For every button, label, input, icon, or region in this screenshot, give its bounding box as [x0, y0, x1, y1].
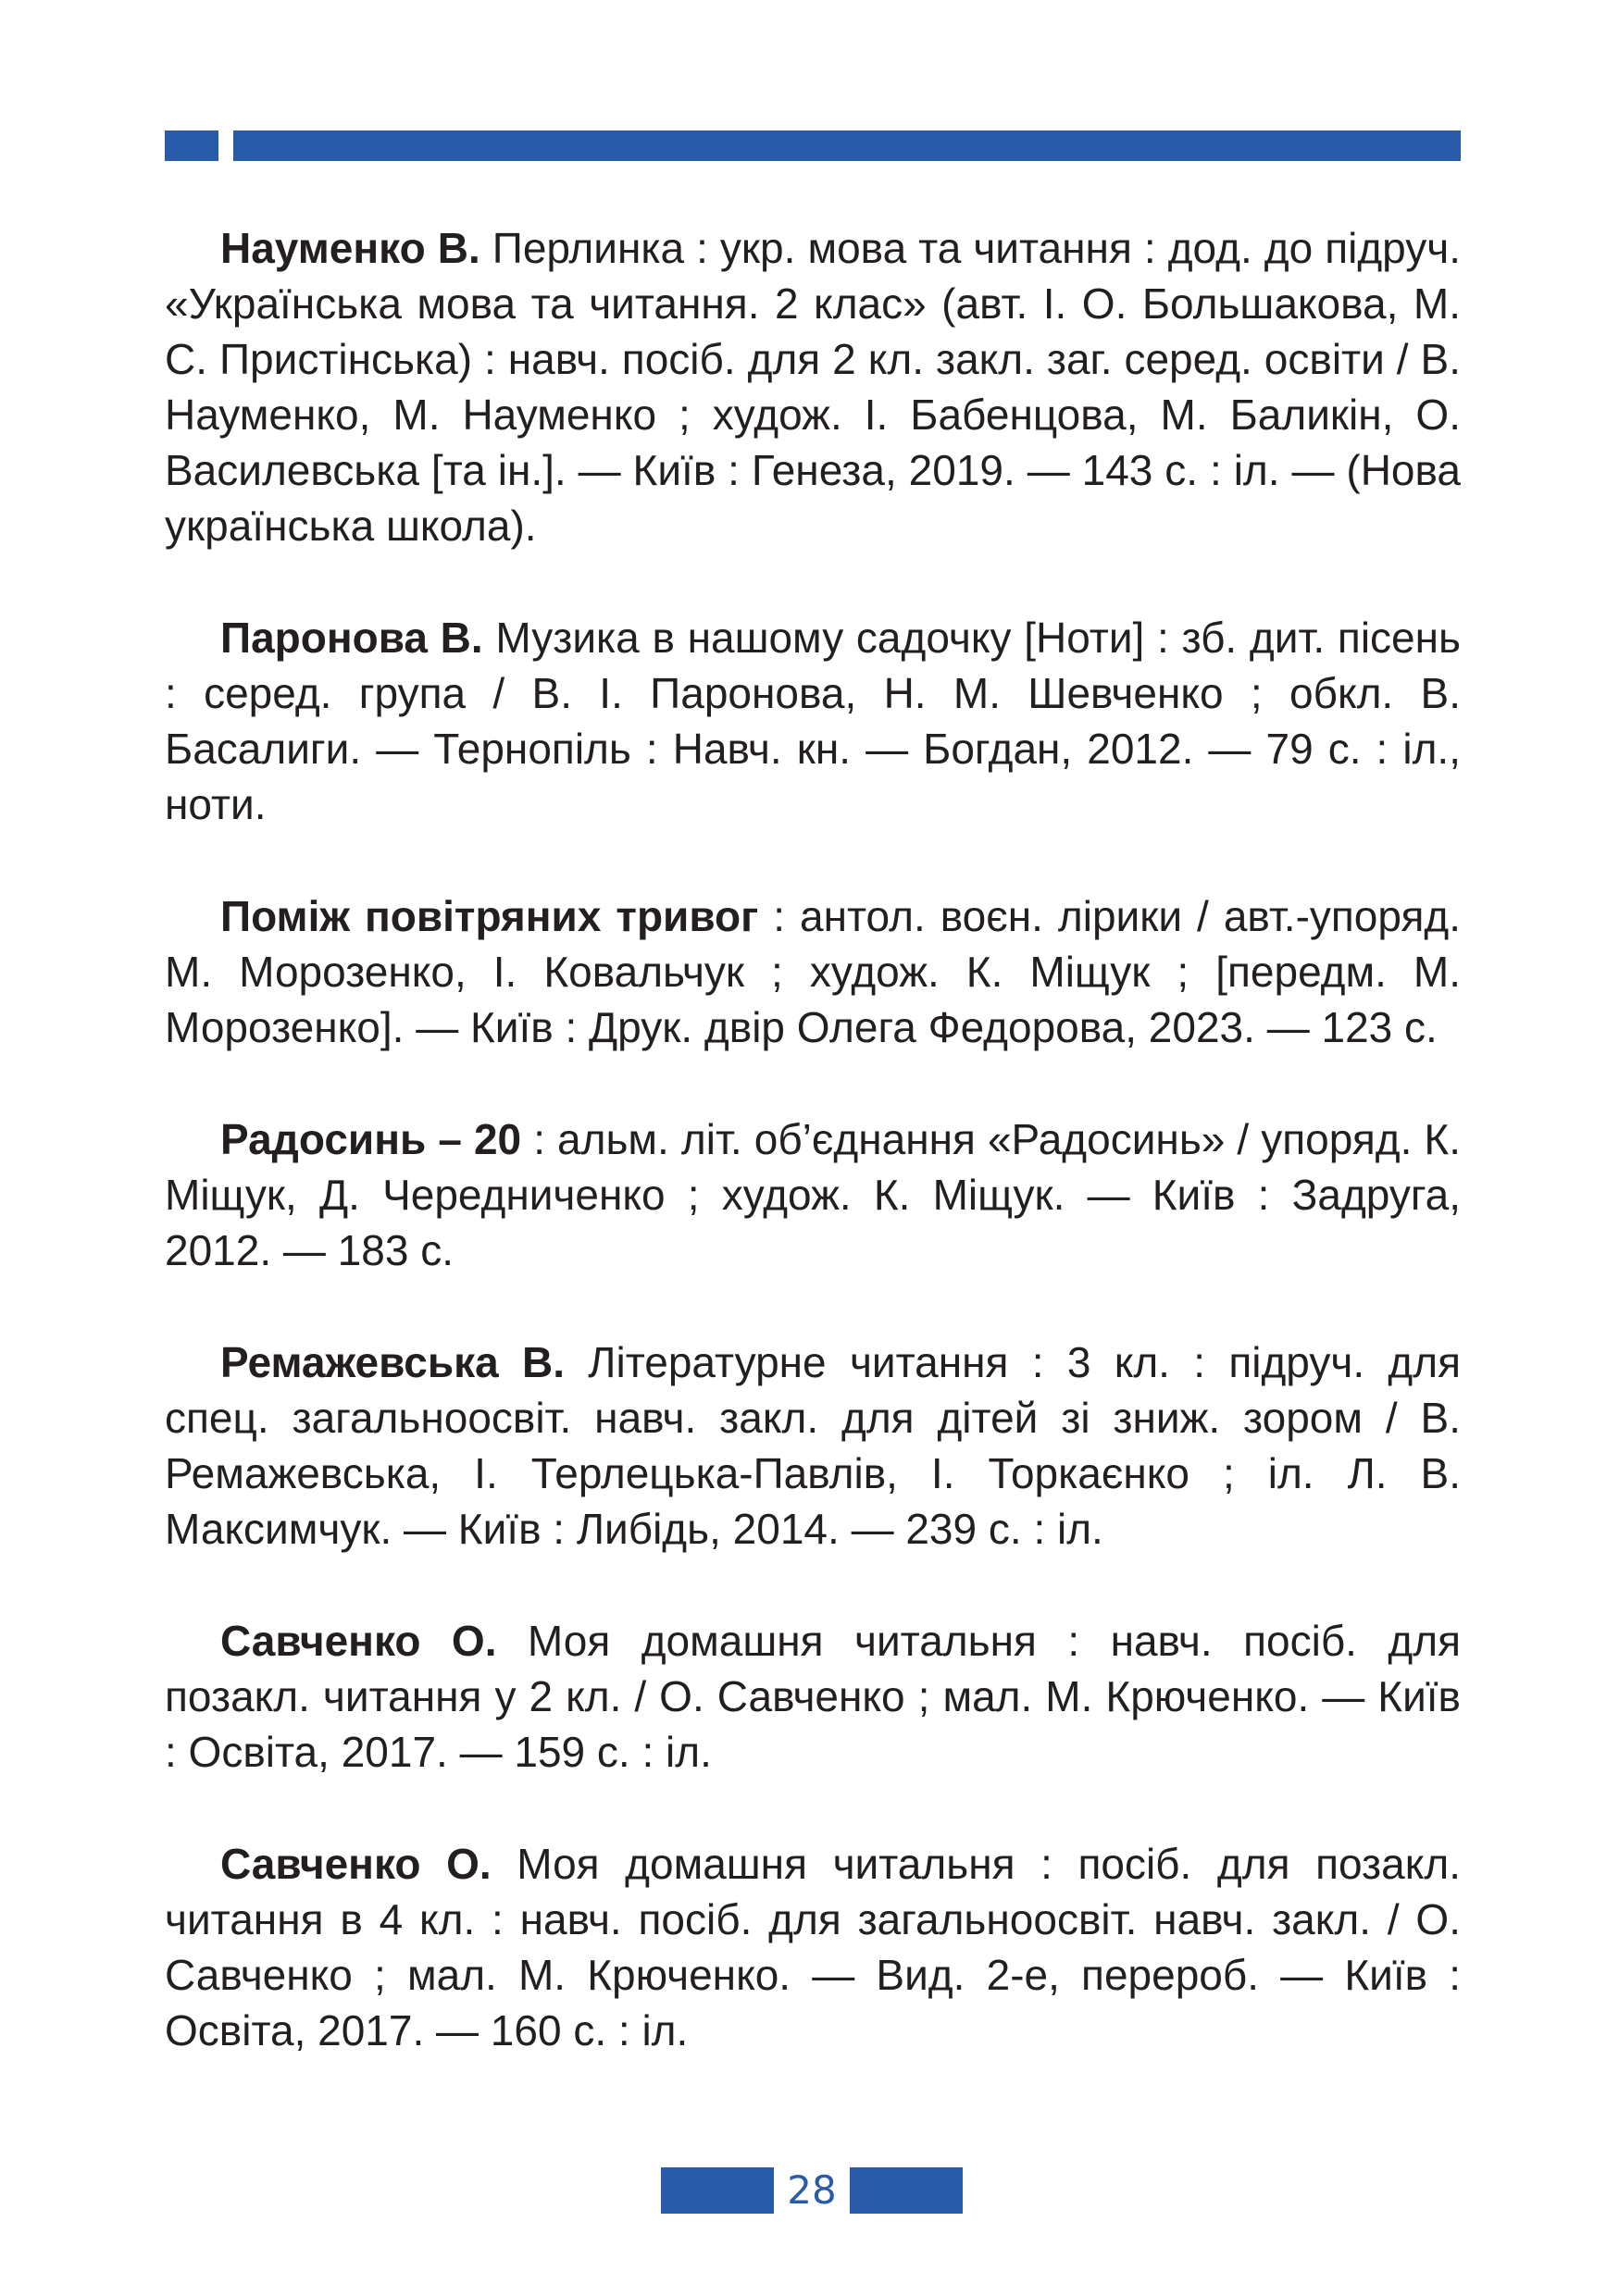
entry-text: Моя домашня читальня : посіб. для позакл. читання в 4 кл. : навч. посіб. для загальноосвіт. навч. закл. / О. Савченко ; мал. М. Крюченко. — Вид. 2-е, перероб. — Київ : Освіта, 2017. — 160 с. : іл.: [165, 1840, 1461, 2054]
page-footer: [661, 2167, 963, 2214]
header-bar-long: [233, 130, 1461, 161]
bibliography-entry: [165, 1334, 1461, 1557]
footer-bar-left: [661, 2167, 774, 2214]
bibliography-entry: [165, 1111, 1461, 1278]
entry-text: Музика в нашому садочку [Ноти] : зб. дит. пісень : серед. група / В. І. Паронова, Н. М. Шевченко ; обкл. В. Басалиги. — Тернопіль : Навч. кн. — Богдан, 2012. — 79 с. : іл., ноти.: [165, 614, 1461, 828]
bibliography-entry: [165, 610, 1461, 832]
entry-heading: Паронова В.: [220, 614, 483, 662]
entry-heading: Науменко В.: [220, 224, 480, 272]
bibliography-entry: [165, 220, 1461, 553]
entry-heading: Савченко О.: [220, 1840, 492, 1888]
entry-heading: Радосинь – 20: [220, 1115, 522, 1163]
entry-text: Літературне читання : 3 кл. : підруч. для спец. загальноосвіт. навч. закл. для дітей зі зниж. зором / В. Ремажевська, І. Терлецька-Павлів, І. Торкаєнко ; іл. Л. В. Максимчук. — Київ : Либідь, 2014. — 239 с. : іл.: [165, 1338, 1461, 1553]
entry-text: : альм. літ. об’єднання «Радосинь» / упоряд. К. Міщук, Д. Чередниченко ; худож. К. Міщук. — Київ : Задруга, 2012. — 183 с.: [165, 1115, 1461, 1274]
entry-heading: Савченко О.: [220, 1617, 497, 1665]
entry-heading: Ремажевська В.: [220, 1338, 566, 1386]
bibliography-entry: [165, 888, 1461, 1055]
entry-text: Перлинка : укр. мова та читання : дод. до підруч. «Українська мова та читання. 2 клас» (авт. І. О. Большакова, М. С. Пристінська) : навч. посіб. для 2 кл. закл. заг. серед. освіти / В. Науменко, М. Науменко ; худож. І. Бабенцова, М. Баликін, О. Василевська [та ін.]. — Київ : Генеза, 2019. — 143 с. : іл. — (Нова українська школа).: [165, 224, 1461, 550]
header-bar-small: [165, 130, 218, 161]
page-number: 28: [787, 2167, 837, 2213]
bibliography-entry: [165, 1836, 1461, 2058]
footer-bar-right: [850, 2167, 963, 2214]
entry-heading: Поміж повітряних тривог: [220, 892, 759, 940]
entry-text: : антол. воєн. лірики / авт.-упоряд. М. Морозенко, І. Ковальчук ; худож. К. Міщук ; [передм. М. Морозенко]. — Київ : Друк. двір Олега Федорова, 2023. — 123 с.: [165, 892, 1461, 1051]
entry-text: Моя домашня читальня : навч. посіб. для позакл. читання у 2 кл. / О. Савченко ; мал. М. Крюченко. — Київ : Освіта, 2017. — 159 с. : іл.: [165, 1617, 1461, 1776]
bibliography-entry: [165, 1613, 1461, 1780]
bibliography-list: [165, 220, 1461, 2115]
